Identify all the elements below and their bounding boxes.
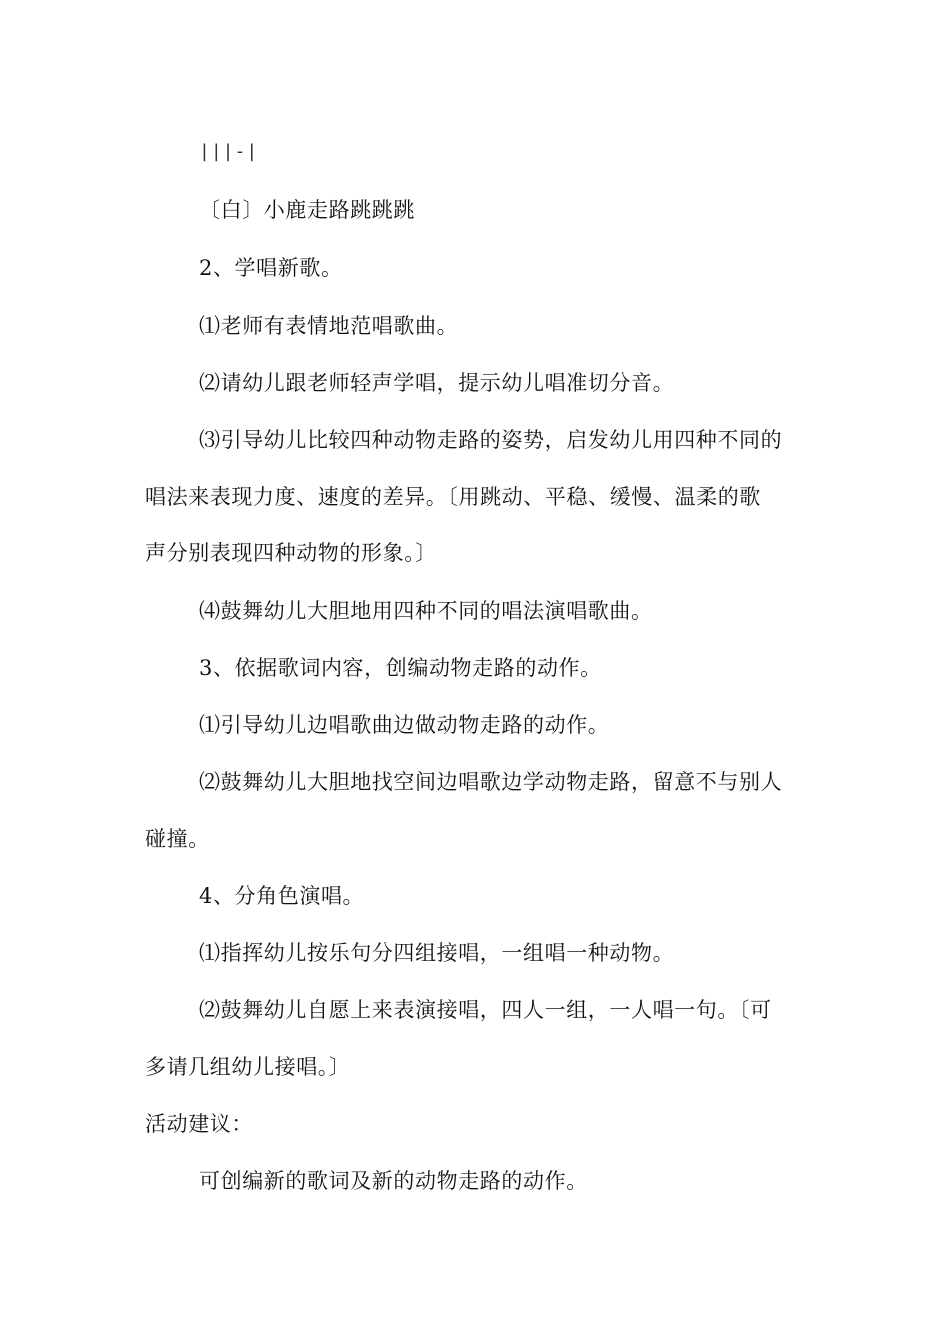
step-heading: 3、依据歌词内容，创编动物走路的动作。 — [199, 656, 602, 680]
paragraph-line: 声分别表现四种动物的形象。〕 — [145, 541, 437, 565]
step-heading: 4、分角色演唱。 — [199, 884, 365, 908]
lyric-line: 〔白〕小鹿走路跳跳跳 — [199, 198, 415, 222]
paragraph-line: ⑴引导幼儿边唱歌曲边做动物走路的动作。 — [199, 713, 610, 737]
paragraph-line: ⑴老师有表情地范唱歌曲。 — [199, 314, 459, 338]
section-heading: 活动建议： — [145, 1112, 253, 1136]
step-heading: 2、学唱新歌。 — [199, 256, 343, 280]
paragraph-line: ⑵鼓舞幼儿大胆地找空间边唱歌边学动物走路，留意不与别人 — [199, 770, 783, 794]
paragraph-line: ⑶引导幼儿比较四种动物走路的姿势，启发幼儿用四种不同的 — [199, 428, 783, 452]
paragraph-line: 唱法来表现力度、速度的差异。〔用跳动、平稳、缓慢、温柔的歌 — [145, 485, 761, 509]
paragraph-line: ⑴指挥幼儿按乐句分四组接唱，一组唱一种动物。 — [199, 941, 675, 965]
paragraph-line: ⑵请幼儿跟老师轻声学唱，提示幼儿唱准切分音。 — [199, 371, 675, 395]
paragraph-line: ⑷鼓舞幼儿大胆地用四种不同的唱法演唱歌曲。 — [199, 599, 653, 623]
paragraph-line: 碰撞。 — [145, 827, 210, 851]
music-notation-fragment: |||-| — [199, 141, 259, 162]
paragraph-line: 多请几组幼儿接唱。〕 — [145, 1055, 351, 1079]
paragraph-line: 可创编新的歌词及新的动物走路的动作。 — [199, 1169, 588, 1193]
paragraph-line: ⑵鼓舞幼儿自愿上来表演接唱，四人一组，一人唱一句。〔可 — [199, 998, 772, 1022]
